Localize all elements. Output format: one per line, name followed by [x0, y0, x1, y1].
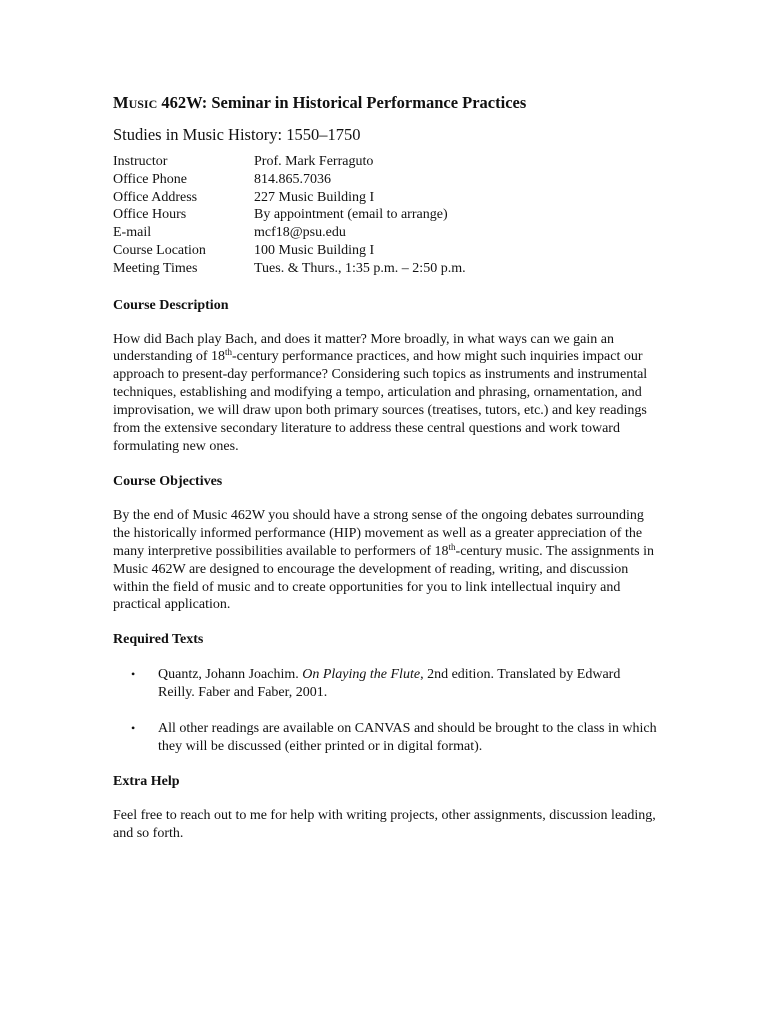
info-label: Office Address: [113, 189, 198, 205]
bullet-icon: •: [131, 721, 136, 736]
course-description-heading: Course Description: [113, 297, 229, 313]
book-author: Quantz, Johann Joachim.: [158, 667, 303, 683]
course-subtitle: Studies in Music History: 1550–1750: [113, 125, 361, 144]
info-value: Tues. & Thurs., 1:35 p.m. – 2:50 p.m.: [254, 260, 466, 276]
info-row-course-location: [113, 242, 658, 260]
course-objectives-heading: Course Objectives: [113, 473, 223, 489]
course-description-text: [113, 331, 658, 456]
info-row-meeting-times: [113, 260, 658, 278]
objectives-text-part: By the end of Music 462W you should have a strong sense of the ongoing debates surrounding the historically informed performance (HIP) movement as well as a greater appreciation of the many interpretive possibilities available to performers of 18: [113, 507, 644, 559]
superscript-th: th: [448, 541, 456, 552]
description-text-part: How did Bach play Bach, and does it matter? More broadly, in what ways can we gain an understanding of 18: [113, 331, 614, 365]
course-title: [113, 92, 658, 115]
info-row-email: [113, 224, 658, 242]
info-row-instructor: [113, 153, 658, 171]
info-row-office-phone: [113, 171, 658, 189]
title-smallcaps: USIC: [128, 97, 158, 111]
title-rest: 462W: Seminar in Historical Performance Practices: [157, 93, 527, 112]
info-value: 814.865.7036: [254, 171, 331, 187]
info-label: Office Phone: [113, 171, 187, 187]
description-text-part: -century performance practices, and how might such inquiries impact our approach to present-day performance? Considering such topics as instruments and instrumental techniques, establishing and modifying a tempo, articulation and phrasing, ornamentation, and improvisation, we will draw upon both primary sources (treatises, tutors, etc.) and key readings from the extensive secondary literature to address these central questions and work toward formulating new ones.: [113, 349, 648, 455]
readings-note: All other readings are available on CANVAS and should be brought to the class in which they will be discussed (either printed or in digital format).: [158, 721, 657, 755]
info-label: Course Location: [113, 242, 206, 258]
info-row-office-address: [113, 189, 658, 207]
list-item: [113, 720, 658, 756]
info-value: By appointment (email to arrange): [254, 207, 448, 223]
info-label: Meeting Times: [113, 260, 198, 276]
list-item: [113, 666, 658, 702]
required-texts-list: [113, 666, 658, 756]
superscript-th: th: [224, 347, 232, 358]
required-texts-heading: Required Texts: [113, 632, 204, 648]
extra-help-text: Feel free to reach out to me for help with writing projects, other assignments, discussion leading, and so forth.: [113, 807, 656, 841]
bullet-icon: •: [131, 667, 136, 682]
info-value: 227 Music Building I: [254, 189, 375, 205]
info-label: Instructor: [113, 154, 168, 169]
email-address: mcf18@psu.edu: [254, 225, 346, 241]
info-label: Office Hours: [113, 207, 187, 223]
course-objectives-text: [113, 507, 658, 614]
extra-help-heading: Extra Help: [113, 773, 180, 789]
info-row-office-hours: [113, 206, 658, 224]
course-info-table: [113, 153, 658, 278]
objectives-text-part: -century music. The assignments in Music 462W are designed to encourage the development of reading, writing, and discussion within the field of music and to create opportunities for you to link intellectual inquiry and practical application.: [113, 543, 654, 613]
syllabus-page: [113, 92, 658, 843]
book-details: , 2nd edition. Translated by Edward Reilly. Faber and Faber, 2001.: [158, 667, 621, 701]
info-value: Prof. Mark Ferraguto: [254, 154, 374, 169]
book-title: On Playing the Flute: [302, 667, 421, 683]
info-value: 100 Music Building I: [254, 242, 375, 258]
title-first-letter: M: [113, 93, 129, 112]
info-label: E-mail: [113, 225, 152, 241]
